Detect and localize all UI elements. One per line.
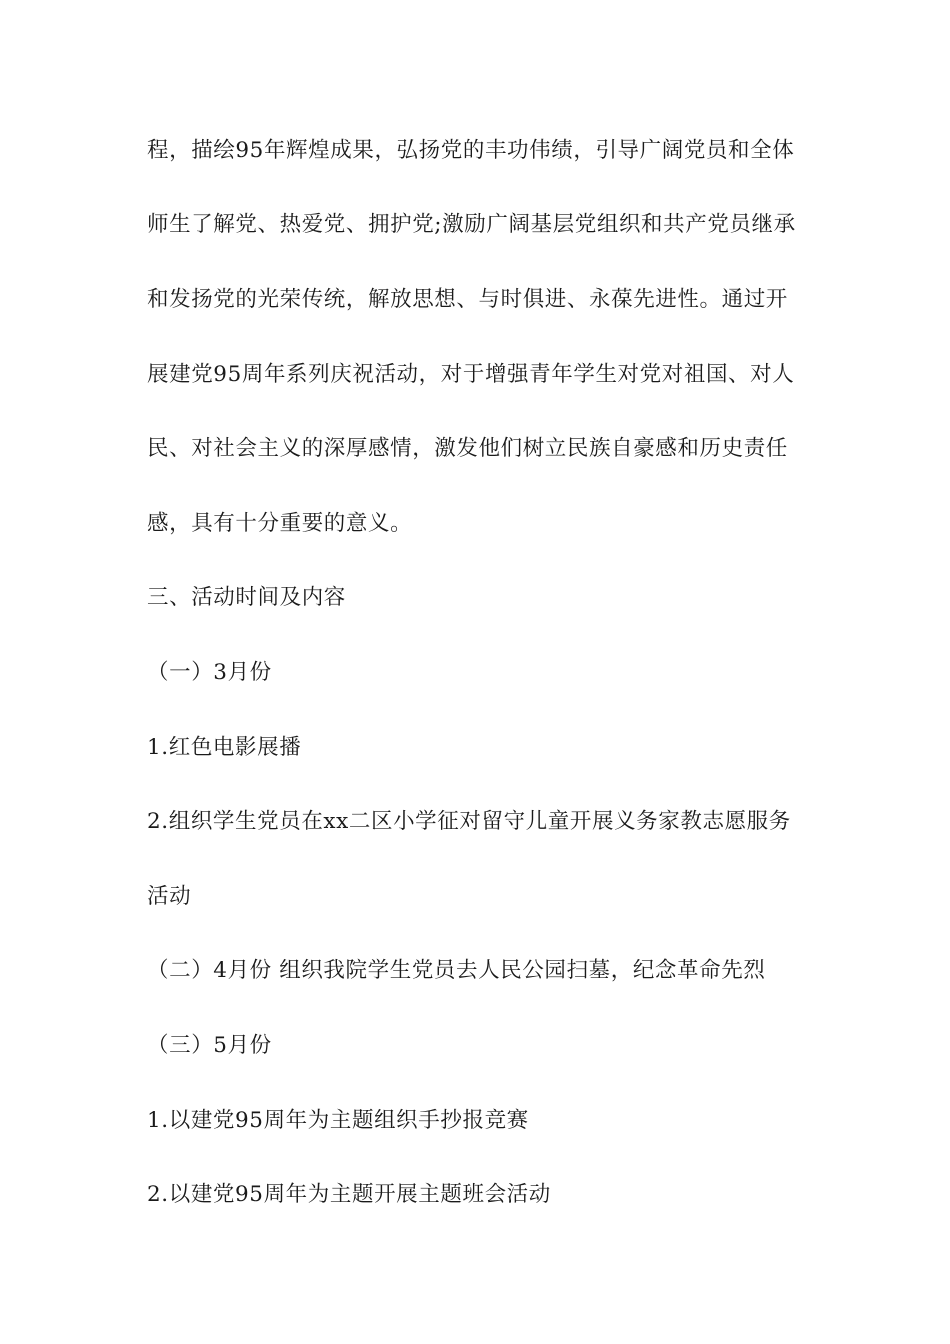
paragraph-line: 程，描绘95年辉煌成果，弘扬党的丰功伟绩，引导广阔党员和全体 [147,138,795,163]
subsection-heading: （二）4月份 组织我院学生党员去人民公园扫墓，纪念革命先烈 [147,958,766,983]
subsection-heading: （三）5月份 [147,1033,272,1058]
paragraph-line: 和发扬党的光荣传统，解放思想、与时俱进、永葆先进性。通过开 [147,287,788,312]
subsection-heading: （一）3月份 [147,660,272,685]
list-item: 1.以建党95周年为主题组织手抄报竞赛 [147,1108,529,1133]
list-item: 1.红色电影展播 [147,735,302,760]
paragraph-line: 感，具有十分重要的意义。 [147,511,413,536]
paragraph-line: 展建党95周年系列庆祝活动，对于增强青年学生对党对祖国、对人 [147,362,795,387]
list-item: 2.组织学生党员在xx二区小学征对留守儿童开展义务家教志愿服务 [147,809,791,834]
list-item-continuation: 活动 [147,884,192,909]
paragraph-line: 师生了解党、热爱党、拥护党;激励广阔基层党组织和共产党员继承 [147,212,796,237]
section-heading: 三、活动时间及内容 [147,585,346,610]
paragraph-line: 民、对社会主义的深厚感情，激发他们树立民族自豪感和历史责任 [147,436,788,461]
list-item: 2.以建党95周年为主题开展主题班会活动 [147,1182,551,1207]
